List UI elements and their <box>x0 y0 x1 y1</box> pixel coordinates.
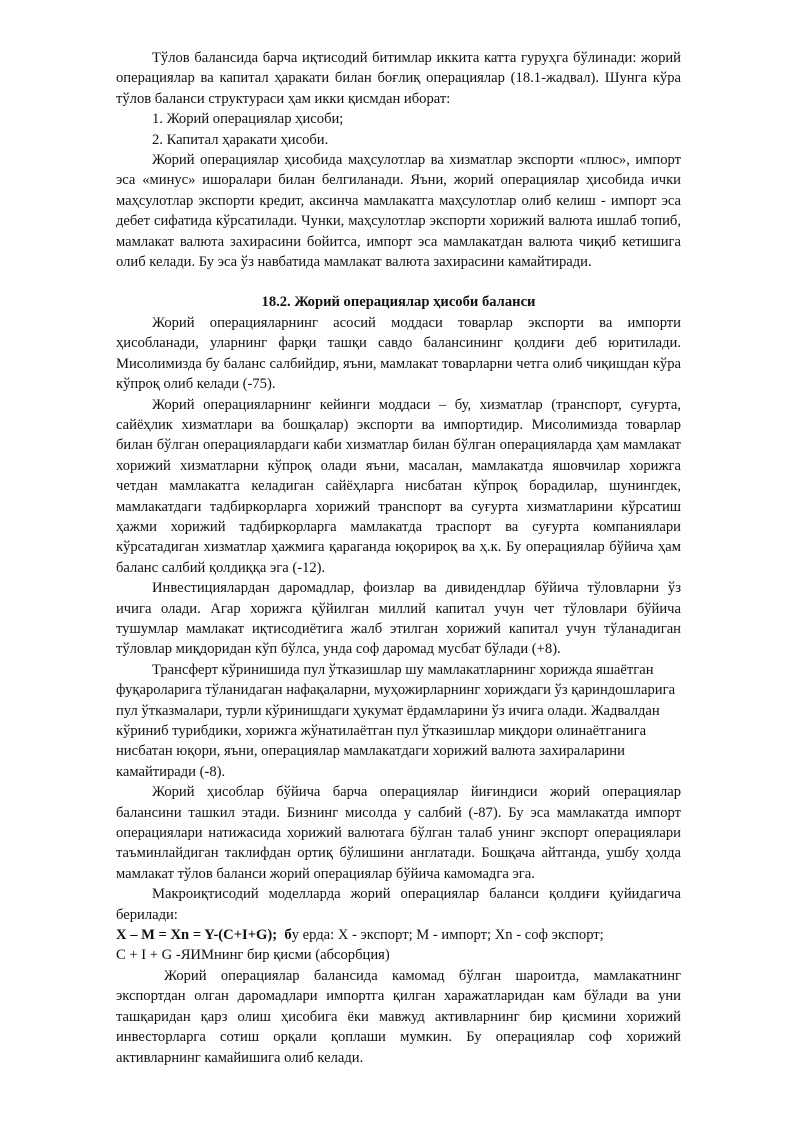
income-paragraph: Инвестициялардан даромадлар, фоизлар ва дивидендлар бўйича тўловларни ўз ичига олади. Агар хорижга қўйилган миллий капитал учун чет тўловлари бўйича тушумлар мамлакат иқтисодиётига жалб этилган хорижий капитал учун тўланадиган тўловлар миқдоридан кўп бўлса, унда соф даромад мусбат бўлади (+8). <box>116 580 681 658</box>
section-gap <box>116 272 681 292</box>
transfer-line: пул ўтказмалари, турли кўринишдаги ҳукумат ёрдамларини ўз ичига олади. Жадвалдан <box>116 702 660 719</box>
document-page <box>116 48 681 1068</box>
list-item-capital-account: 2. Капитал ҳаракати ҳисоби. <box>152 131 329 148</box>
transfer-line: фуқароларига тўланидаган нафақаларни, муҳожирларнинг хориждаги ўз қариндошларига <box>116 682 676 699</box>
section-heading: 18.2. Жорий операциялар ҳисоби баланси <box>261 294 536 311</box>
list-item-current-account: 1. Жорий операциялар ҳисоби; <box>152 111 344 128</box>
transfer-line: камайтиради (-8). <box>116 763 226 780</box>
transfer-line: Трансферт кўринишида пул ўтказишлар шу мамлакатларнинг хорижда яшаётган <box>152 661 654 678</box>
formula-absorption-line: C + I + G -ЯИМнинг бир қисми (абсорбция) <box>116 947 390 964</box>
goods-paragraph: Жорий операцияларнинг асосий моддаси товарлар экспорти ва импорти ҳисобланади, уларнинг фарқи ташқи савдо балансининг қолдиғи деб юритилади. Мисолимизда бу баланс салбийдир, яъни, мамлакат товарларни четга олиб чиқишдан кўра кўпроқ олиб келади (-75). <box>116 314 681 393</box>
transfer-line: кўриниб турибдики, хорижга жўнатилаётган пул ўтказишлар миқдори олинаётганига <box>116 723 647 739</box>
intro-paragraph: Тўлов балансида барча иқтисодий битимлар иккита катта гуруҳга бўлинади: жорий операциялар ва капитал ҳаракати билан боғлиқ операциялар (18.1-жадвал). Шунга кўра тўлов баланси структураси ҳам икки қисмдан иборат: <box>116 50 681 107</box>
formula-legend: у ерда: X - экспорт; M - импорт; Xn - соф экспорт; <box>291 927 604 944</box>
deficit-paragraph: Жорий операциялар балансида камомад бўлган шароитда, мамлакатнинг экспортдан олган даромадлари импортга қилган харажатларидан кам бўлади ва уни ташқаридан қарз олиш ҳисобига ёки мавжуд активларнинг бир қисмини хорижий инвесторларга сотиш орқали қоплаши мумкин. Бу операциялар соф хорижий активларнинг камайишига олиб келади. <box>116 967 681 1066</box>
formula-line <box>116 925 681 945</box>
services-paragraph: Жорий операцияларнинг кейинги моддаси – бу, хизматлар (транспорт, суғурта, сайёҳлик хизматлари ва бошқалар) экспорти ва импортидир. Мисолимизда товарлар билан бўлган операциялардаги каби хизматлар билан бўлган операцияларда ҳам мамлакат хорижий хизматларни кўпроқ олади яъни, масалан, мамлакатда яшовчилар хорижга четдан мамлакатга келадиган сайёҳларга нисбатан кўпроқ борадилар, шунингдек, мамлакатдаги тадбиркорларга хорижий транспорт ва суғурта хизматларини кўрсатиш ҳажми хорижий тадбиркорларга мамлакатда траспорт ва суғурта компаниялари кўрсатадиган хизматлар ҳажмига қараганда юқорироқ ва ҳ.к. Бу операциялар бўйича ҳам баланс салбий қолдиққа эга (-12). <box>116 396 681 576</box>
macro-paragraph: Макроиқтисодий моделларда жорий операциялар баланси қолдиғи қуйидагича берилади: <box>116 886 681 923</box>
formula-equation: X – M = Xn = Y-(C+I+G); <box>116 927 278 944</box>
total-paragraph: Жорий ҳисоблар бўйича барча операциялар йиғиндиси жорий операциялар балансини ташкил этади. Бизнинг мисолда у салбий (-87). Бу эса мамлакатда импорт операциялари натижасида хорижий валютага бўлган талаб унинг экспорт операциялари таъминлайдиган таклифдан ортиқ бўлишини англатади. Бошқача айтганда, ушбу ҳолда мамлакат тўлов баланси жорий операциялар бўйича камомадга эга. <box>116 784 681 882</box>
transfer-paragraph <box>116 660 681 782</box>
exports-paragraph: Жорий операциялар ҳисобида маҳсулотлар ва хизматлар экспорти «плюс», импорт эса «минус» ишоралари билан белгиланади. Яъни, жорий операциялар ҳисобида ички маҳсулотлар экспорти кредит, аксинча мамлакатга маҳсулотлар олиб келиш - импорт эса дебет сифатида кўрсатилади. Чунки, маҳсулотлар экспорти хорижий валюта ишлаб топиб, мамлакат валюта захирасини бойитса, импорт эса мамлакатдан валюта чиқиб кетишига олиб келади. Бу эса ўз навбатида мамлакат валюта захирасини камайтиради. <box>116 152 681 271</box>
transfer-line: нисбатан юқори, яъни, операциялар мамлакатдаги хорижий валюта захираларини <box>116 743 625 760</box>
formula-b-letter: б <box>284 927 292 944</box>
